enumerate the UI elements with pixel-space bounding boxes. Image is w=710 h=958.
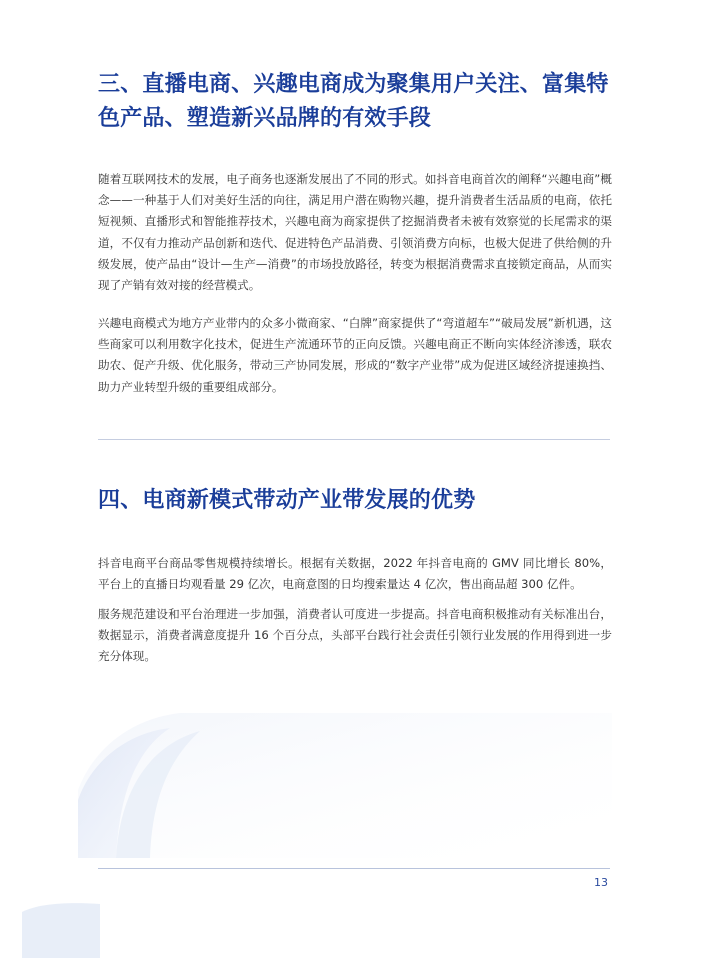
section-3-paragraph-2: 兴趣电商模式为地方产业带内的众多小微商家、“白牌”商家提供了“弯道超车”“破局发展”新机遇，这些商家可以利用数字化技术，促进生产流通环节的正向反馈。兴趣电商正不断向实体经济渗透，联农助农、促产升级、优化服务，带动三产协同发展，形成的“数字产业带”成为促进区域经济提速换挡、助力产业转型升级的重要组成部分。 <box>98 316 612 394</box>
section-4-heading: 四、电商新模式带动产业带发展的优势 <box>98 488 476 513</box>
page-number: 13 <box>594 876 608 889</box>
section-3-heading: 三、直播电商、兴趣电商成为聚集用户关注、富集特色产品、塑造新兴品牌的有效手段 <box>98 72 609 131</box>
section-divider <box>98 439 610 440</box>
section-4-paragraph-1: 抖音电商平台商品零售规模持续增长。根据有关数据，2022 年抖音电商的 GMV 同比增长 80%，平台上的直播日均观看量 29 亿次，电商意图的日均搜索量达 4 亿次，售出商品超 300 亿件。 <box>98 556 612 592</box>
section-3-paragraph-1: 随着互联网技术的发展，电子商务也逐渐发展出了不同的形式。如抖音电商首次的阐释“兴趣电商”概念——一种基于人们对美好生活的向往，满足用户潜在购物兴趣，提升消费者生活品质的电商，依托短视频、直播形式和智能推荐技术，兴趣电商为商家提供了挖掘消费者未被有效察觉的长尾需求的渠道，不仅有力推动产品创新和迭代、促进特色产品消费、引领消费方向标，也极大促进了供给侧的升级发展，使产品由“设计—生产—消费”的市场投放路径，转变为根据消费需求直接锁定商品，从而实现了产销有效对接的经营模式。 <box>98 172 612 293</box>
section-4-paragraph-2: 服务规范建设和平台治理进一步加强，消费者认可度进一步提高。抖音电商积极推动有关标准出台，数据显示，消费者满意度提升 16 个百分点，头部平台践行社会责任引领行业发展的作用得到进一步充分体现。 <box>98 607 612 664</box>
footer-divider <box>98 868 610 869</box>
